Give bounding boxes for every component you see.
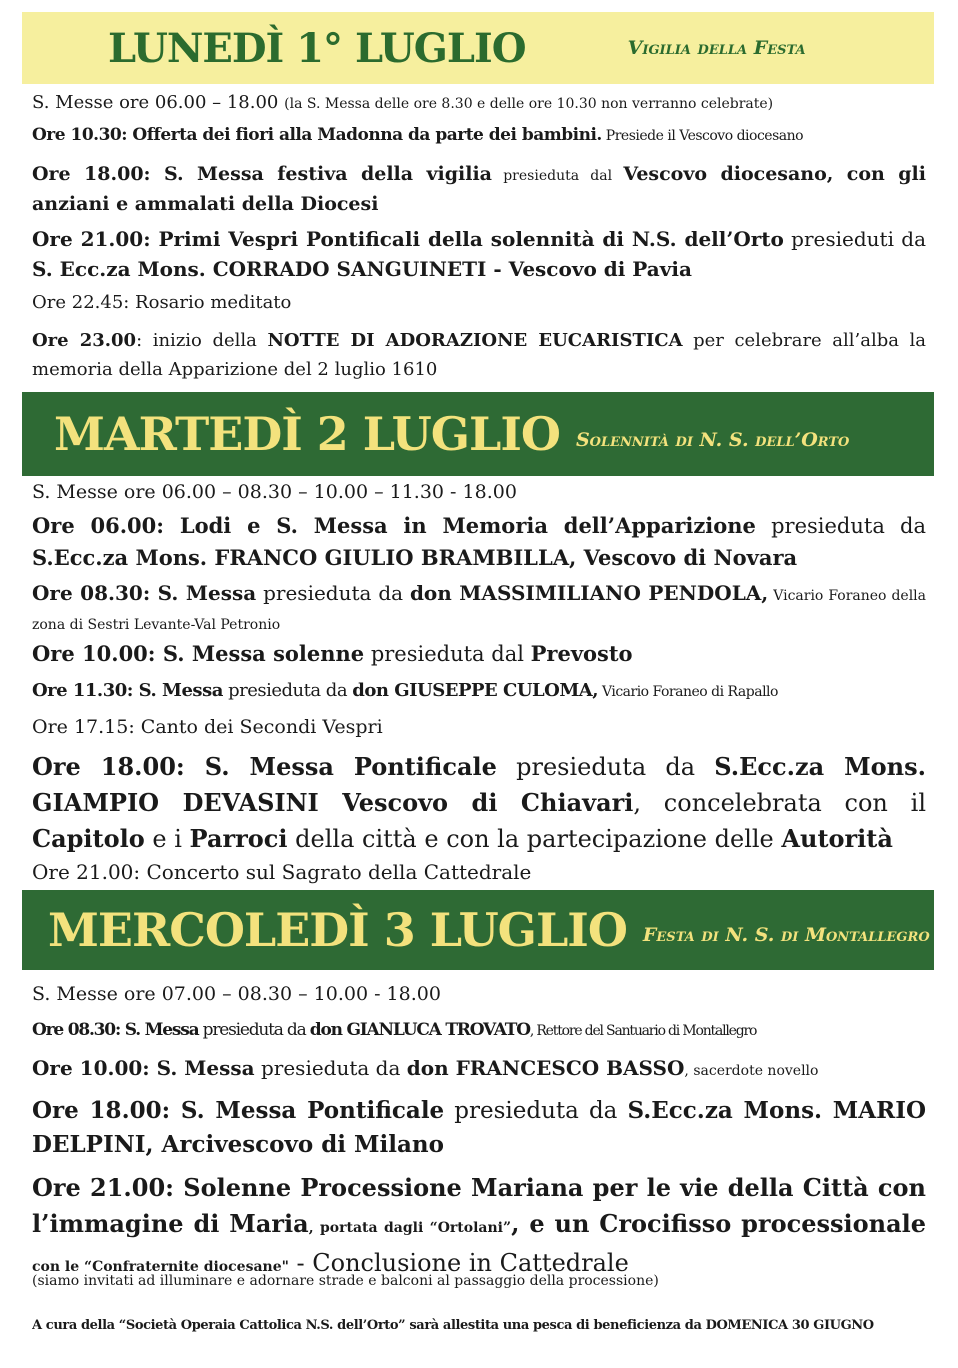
day3-subtitle: Festa di N. S. di Montallegro: [642, 924, 930, 946]
day2-event-7: Ore 21.00: Concerto sul Sagrato della Cattedrale: [32, 860, 532, 884]
day2-banner: [22, 392, 934, 476]
day3-event-4-note: (siamo invitati ad illuminare e adornare strade e balconi al passaggio della processione): [32, 1273, 659, 1289]
day1-messe: S. Messe ore 06.00 – 18.00 (la S. Messa delle ore 8.30 e delle ore 10.30 non verranno celebrate): [32, 92, 774, 113]
day1-banner: [22, 12, 934, 84]
day2-event-3: Ore 10.00: S. Messa solenne presieduta dal Prevosto: [32, 641, 633, 666]
day1-subtitle: Vigilia della Festa: [627, 37, 806, 59]
day1-title: LUNEDÌ 1° LUGLIO: [108, 24, 526, 72]
day2-event-6: Ore 18.00: S. Messa Pontificale presieduta da S.Ecc.za Mons. GIAMPIO DEVASINI Vescovo di Chiavari, concelebrata con il Capitolo e i Parroci della città e con la partecipazione delle Autorità: [32, 752, 926, 853]
day2-subtitle: Solennità di N. S. dell’Orto: [575, 429, 850, 451]
day3-event-1: Ore 08.30: S. Messa presieduta da don GIANLUCA TROVATO, Rettore del Santuario di Montallegro: [32, 1020, 757, 1040]
day1-event-3: Ore 21.00: Primi Vespri Pontificali della solennità di N.S. dell’Orto presieduti da S. Ecc.za Mons. CORRADO SANGUINETI - Vescovo di Pavia: [32, 227, 926, 281]
day3-title: MERCOLEDÌ 3 LUGLIO: [48, 903, 627, 957]
day3-messe: S. Messe ore 07.00 – 08.30 – 10.00 - 18.00: [32, 983, 441, 1005]
footer-note: A cura della “Società Operaia Cattolica N.S. dell’Orto” sarà allestita una pesca di beneficienza da DOMENICA 30 GIUGNO: [32, 1318, 874, 1333]
day1-event-5: Ore 23.00: inizio della NOTTE DI ADORAZIONE EUCARISTICA per celebrare all’alba la memoria della Apparizione del 2 luglio 1610: [32, 330, 927, 380]
day2-event-4: Ore 11.30: S. Messa presieduta da don GIUSEPPE CULOMA, Vicario Foraneo di Rapallo: [32, 680, 778, 701]
day3-event-2: Ore 10.00: S. Messa presieduta da don FRANCESCO BASSO, sacerdote novello: [32, 1056, 819, 1080]
day2-event-2: Ore 08.30: S. Messa presieduta da don MASSIMILIANO PENDOLA, Vicario Foraneo della zona di Sestri Levante-Val Petronio: [32, 581, 927, 633]
day2-event-1: Ore 06.00: Lodi e S. Messa in Memoria dell’Apparizione presieduta da S.Ecc.za Mons. FRANCO GIULIO BRAMBILLA, Vescovo di Novara: [32, 513, 926, 570]
day2-messe: S. Messe ore 06.00 – 08.30 – 10.00 – 11.30 - 18.00: [32, 481, 517, 503]
day1-event-1: Ore 10.30: Offerta dei fiori alla Madonna da parte dei bambini. Presiede il Vescovo diocesano: [32, 125, 804, 145]
day1-event-4: Ore 22.45: Rosario meditato: [32, 292, 292, 313]
day3-event-4: Ore 21.00: Solenne Processione Mariana per le vie della Città con l’immagine di Maria, portata dagli “Ortolani”, e un Crocifisso processionale con le “Confraternite diocesane" - Conclusione in Cattedrale: [32, 1173, 927, 1277]
day2-event-5: Ore 17.15: Canto dei Secondi Vespri: [32, 716, 383, 738]
day3-banner: [22, 890, 934, 970]
day1-event-2: Ore 18.00: S. Messa festiva della vigilia presieduta dal Vescovo diocesano, con gli anziani e ammalati della Diocesi: [32, 163, 926, 215]
day2-title: MARTEDÌ 2 LUGLIO: [54, 407, 560, 461]
day3-event-3: Ore 18.00: S. Messa Pontificale presieduta da S.Ecc.za Mons. MARIO DELPINI, Arcivescovo di Milano: [32, 1097, 927, 1158]
